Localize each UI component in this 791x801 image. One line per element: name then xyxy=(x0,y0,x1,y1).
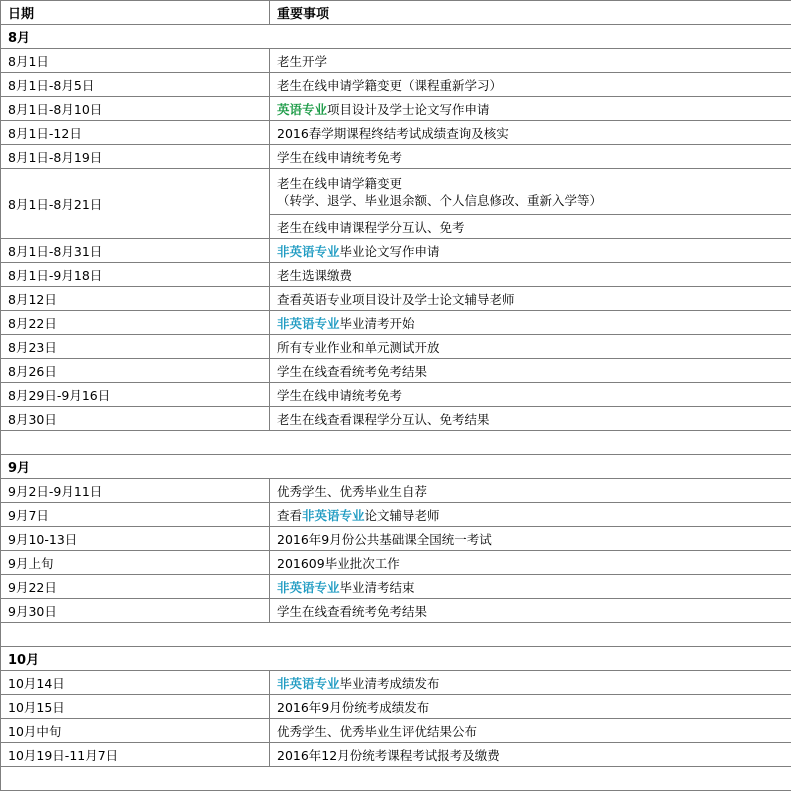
spacer-cell xyxy=(1,431,791,455)
table-row xyxy=(1,263,791,287)
date-cell: 9月2日-9月11日 xyxy=(1,479,270,503)
table-row xyxy=(1,145,791,169)
spacer-cell xyxy=(1,767,791,791)
header-event: 重要事项 xyxy=(270,1,791,25)
spacer-row xyxy=(1,767,791,791)
month-label: 9月 xyxy=(1,455,791,479)
event-cell: 学生在线查看统考免考结果 xyxy=(270,599,791,623)
date-cell: 8月12日 xyxy=(1,287,270,311)
event-cell: 2016年9月份统考成绩发布 xyxy=(270,695,791,719)
event-text: 毕业清考成绩发布 xyxy=(339,675,440,691)
highlight-major: 非英语专业 xyxy=(302,507,365,523)
event-cell xyxy=(270,311,791,335)
date-cell: 8月1日-8月19日 xyxy=(1,145,270,169)
date-cell: 10月中旬 xyxy=(1,719,270,743)
event-text-detail: （转学、退学、毕业退余额、个人信息修改、重新入学等） xyxy=(277,192,603,208)
highlight-major: 非英语专业 xyxy=(277,579,340,595)
event-cell: 老生开学 xyxy=(270,49,791,73)
event-cell xyxy=(270,575,791,599)
event-cell: 学生在线查看统考免考结果 xyxy=(270,359,791,383)
event-cell: 201609毕业批次工作 xyxy=(270,551,791,575)
event-text: 毕业论文写作申请 xyxy=(339,243,440,259)
month-row-september xyxy=(1,455,791,479)
month-label: 8月 xyxy=(1,25,791,49)
event-cell: 老生选课缴费 xyxy=(270,263,791,287)
table-row xyxy=(1,671,791,695)
table-row xyxy=(1,743,791,767)
event-cell xyxy=(270,97,791,121)
event-text: 毕业清考开始 xyxy=(339,315,415,331)
table-row xyxy=(1,169,791,215)
table-row xyxy=(1,695,791,719)
event-cell xyxy=(270,503,791,527)
date-cell: 8月1日-8月31日 xyxy=(1,239,270,263)
highlight-major: 非英语专业 xyxy=(277,675,340,691)
date-cell: 8月1日-8月21日 xyxy=(1,169,270,239)
month-row-august xyxy=(1,25,791,49)
table-row xyxy=(1,407,791,431)
date-cell: 9月上旬 xyxy=(1,551,270,575)
highlight-major: 英语专业 xyxy=(277,101,328,117)
date-cell: 9月7日 xyxy=(1,503,270,527)
date-cell: 10月15日 xyxy=(1,695,270,719)
table-row xyxy=(1,97,791,121)
date-cell: 9月22日 xyxy=(1,575,270,599)
table-row xyxy=(1,575,791,599)
date-cell: 10月14日 xyxy=(1,671,270,695)
event-text: 项目设计及学士论文写作申请 xyxy=(327,101,490,117)
event-cell xyxy=(270,169,791,215)
event-cell: 所有专业作业和单元测试开放 xyxy=(270,335,791,359)
date-cell: 8月1日-12日 xyxy=(1,121,270,145)
event-cell: 2016年12月份统考课程考试报考及缴费 xyxy=(270,743,791,767)
event-cell: 老生在线申请课程学分互认、免考 xyxy=(270,215,791,239)
event-cell: 2016春学期课程终结考试成绩查询及核实 xyxy=(270,121,791,145)
event-cell: 查看英语专业项目设计及学士论文辅导老师 xyxy=(270,287,791,311)
table-row xyxy=(1,311,791,335)
event-cell: 老生在线申请学籍变更（课程重新学习） xyxy=(270,73,791,97)
table-row xyxy=(1,719,791,743)
date-cell: 8月1日-9月18日 xyxy=(1,263,270,287)
spacer-row xyxy=(1,431,791,455)
date-cell: 8月1日 xyxy=(1,49,270,73)
event-text: 老生在线申请学籍变更 xyxy=(277,175,403,191)
table-row xyxy=(1,383,791,407)
header-date: 日期 xyxy=(1,1,270,25)
event-cell: 学生在线申请统考免考 xyxy=(270,383,791,407)
date-cell: 9月30日 xyxy=(1,599,270,623)
table-row xyxy=(1,239,791,263)
table-row xyxy=(1,49,791,73)
date-cell: 8月30日 xyxy=(1,407,270,431)
highlight-major: 非英语专业 xyxy=(277,243,340,259)
event-cell: 2016年9月份公共基础课全国统一考试 xyxy=(270,527,791,551)
table-row xyxy=(1,121,791,145)
table-row xyxy=(1,359,791,383)
spacer-cell xyxy=(1,623,791,647)
highlight-major: 非英语专业 xyxy=(277,315,340,331)
table-header-row xyxy=(1,1,791,25)
date-cell: 8月22日 xyxy=(1,311,270,335)
table-row xyxy=(1,287,791,311)
spacer-row xyxy=(1,623,791,647)
date-cell: 10月19日-11月7日 xyxy=(1,743,270,767)
date-cell: 8月26日 xyxy=(1,359,270,383)
event-cell: 优秀学生、优秀毕业生评优结果公布 xyxy=(270,719,791,743)
date-cell: 8月29日-9月16日 xyxy=(1,383,270,407)
event-cell xyxy=(270,671,791,695)
event-text-prefix: 查看 xyxy=(277,507,303,523)
date-cell: 8月1日-8月5日 xyxy=(1,73,270,97)
table-row xyxy=(1,479,791,503)
table-row xyxy=(1,599,791,623)
event-cell: 老生在线查看课程学分互认、免考结果 xyxy=(270,407,791,431)
date-cell: 8月23日 xyxy=(1,335,270,359)
event-cell: 学生在线申请统考免考 xyxy=(270,145,791,169)
event-text: 论文辅导老师 xyxy=(364,507,440,523)
event-text: 毕业清考结束 xyxy=(339,579,415,595)
table-row xyxy=(1,73,791,97)
table-row xyxy=(1,503,791,527)
table-row xyxy=(1,527,791,551)
date-cell: 8月1日-8月10日 xyxy=(1,97,270,121)
table-row xyxy=(1,551,791,575)
event-cell: 优秀学生、优秀毕业生自荐 xyxy=(270,479,791,503)
event-cell xyxy=(270,239,791,263)
month-label: 10月 xyxy=(1,647,791,671)
table-row xyxy=(1,335,791,359)
date-cell: 9月10-13日 xyxy=(1,527,270,551)
month-row-october xyxy=(1,647,791,671)
